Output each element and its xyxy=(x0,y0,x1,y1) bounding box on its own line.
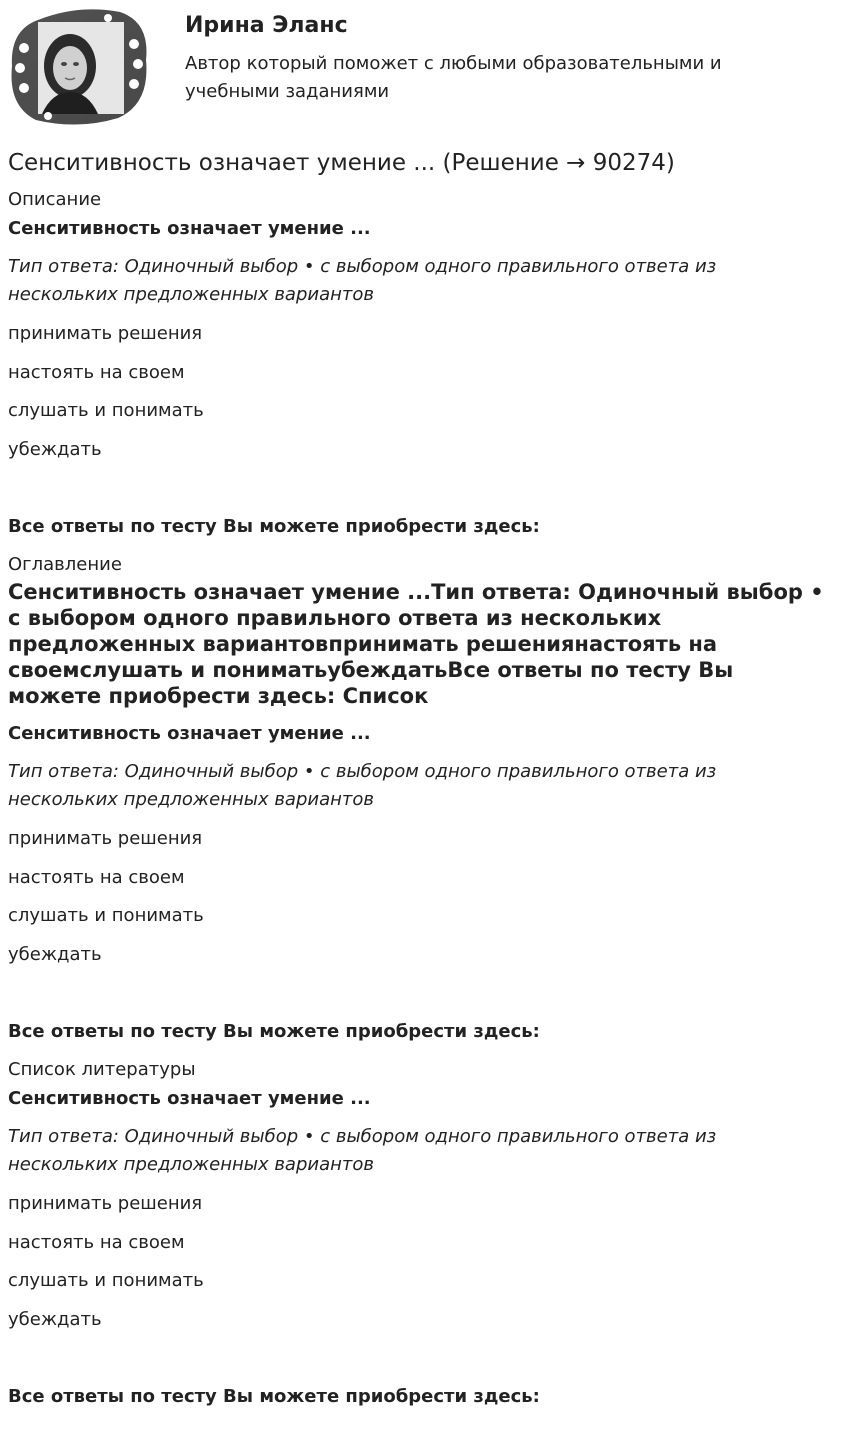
option-item: принимать решения xyxy=(8,1193,203,1214)
option-item: слушать и понимать xyxy=(8,905,204,926)
answer-type: Тип ответа: Одиночный выбор • с выбором одного правильного ответа из нескольких предложенных вариантов xyxy=(8,1126,717,1175)
option-item: настоять на своем xyxy=(8,867,185,888)
section-label-literature: Список литературы xyxy=(8,1059,196,1080)
author-avatar[interactable] xyxy=(8,8,150,126)
author-name[interactable]: Ирина Эланс xyxy=(185,13,348,38)
option-item: убеждать xyxy=(8,944,102,965)
question-text: Сенситивность означает умение ... xyxy=(8,218,371,239)
option-item: убеждать xyxy=(8,1309,102,1330)
author-block xyxy=(0,0,847,130)
avatar-film-frame xyxy=(8,8,150,126)
option-item: принимать решения xyxy=(8,828,203,849)
option-item: принимать решения xyxy=(8,323,203,344)
option-item: слушать и понимать xyxy=(8,1270,204,1291)
section-label-description: Описание xyxy=(8,189,102,210)
buy-answers-text: Все ответы по тесту Вы можете приобрести здесь: xyxy=(8,1386,540,1407)
page-title: Сенситивность означает умение ... (Решение → 90274) xyxy=(8,150,675,176)
question-text: Сенситивность означает умение ... xyxy=(8,1088,371,1109)
option-item: убеждать xyxy=(8,439,102,460)
buy-answers-text: Все ответы по тесту Вы можете приобрести здесь: xyxy=(8,1021,540,1042)
author-description: Автор который поможет с любыми образовательными и учебными заданиями xyxy=(185,53,722,102)
option-item: настоять на своем xyxy=(8,362,185,383)
buy-answers-text: Все ответы по тесту Вы можете приобрести здесь: xyxy=(8,516,540,537)
option-item: настоять на своем xyxy=(8,1232,185,1253)
question-text: Сенситивность означает умение ... xyxy=(8,723,371,744)
toc-heading: Сенситивность означает умение ...Тип ответа: Одиночный выбор • с выбором одного правильного ответа из нескольких предложенных вариантовпринимать решениянастоять на своемслушать и пониматьубеждатьВсе ответы по тесту Вы можете приобрести здесь: Список xyxy=(8,580,824,708)
answer-type: Тип ответа: Одиночный выбор • с выбором одного правильного ответа из нескольких предложенных вариантов xyxy=(8,256,717,305)
section-label-toc: Оглавление xyxy=(8,554,122,575)
answer-type: Тип ответа: Одиночный выбор • с выбором одного правильного ответа из нескольких предложенных вариантов xyxy=(8,761,717,810)
option-item: слушать и понимать xyxy=(8,400,204,421)
